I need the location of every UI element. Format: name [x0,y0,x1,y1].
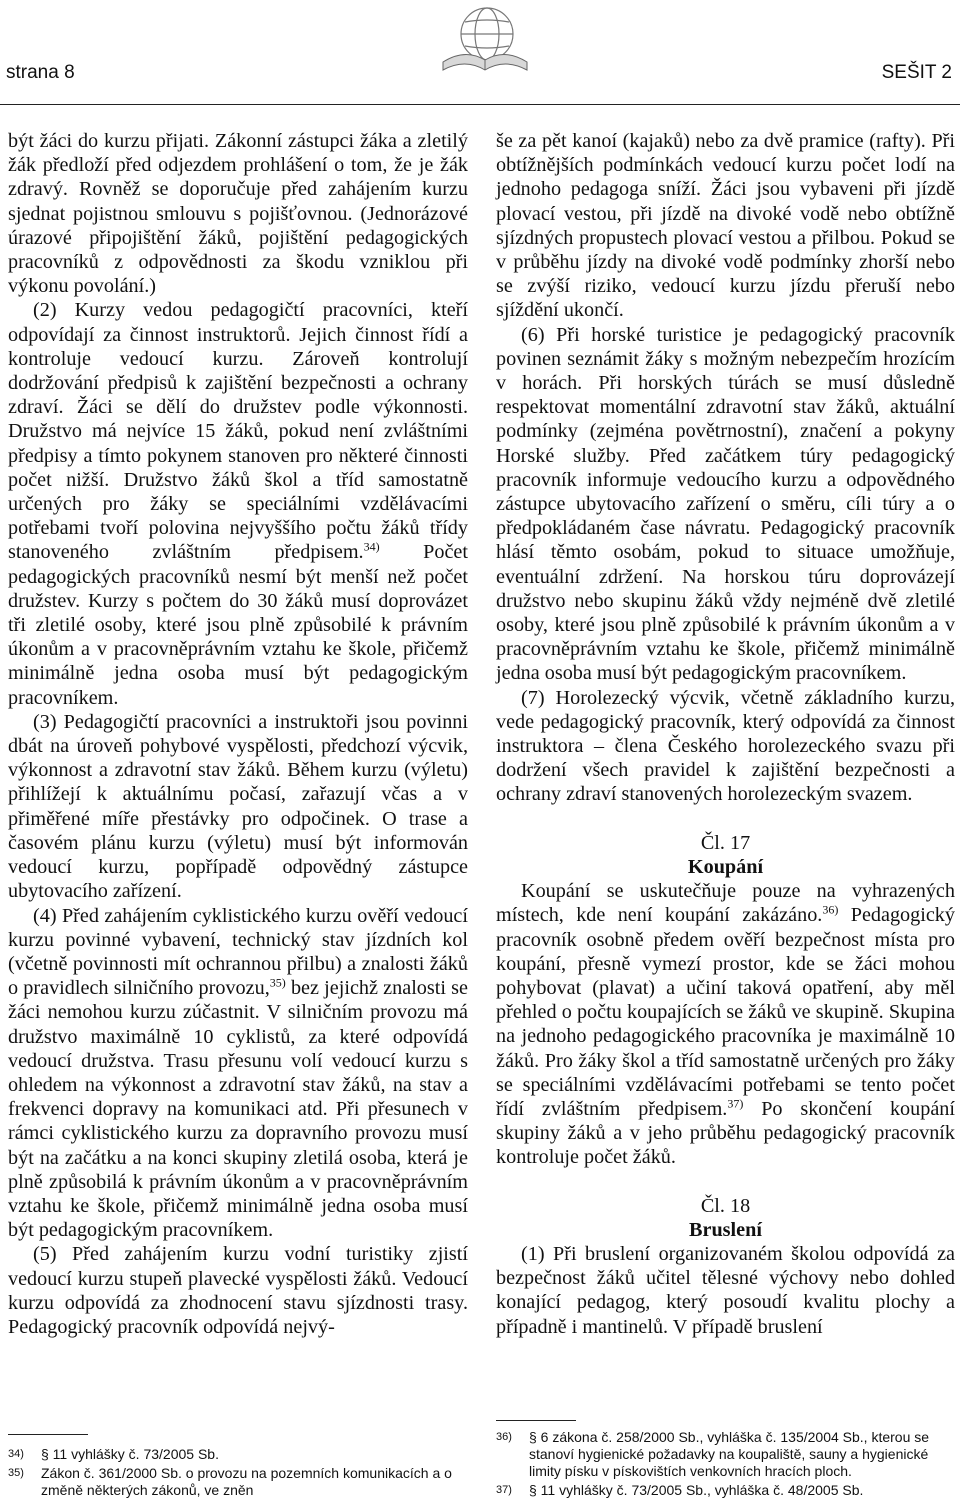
paragraph: (3) Pedagogičtí pracovníci a instruktoři jsou povinni dbát na úroveň pohybové vyspělosti, předchozí výcvik, výkonnost a zdravotní stav žáků. Během kurzu (výletu) přihlížejí k aktuálnímu počasí, zařazují včas a v přiměřené míře přestávky pro odpočinek. O trase a časovém plánu kurzu (výletu) musí být informován vedoucí kurzu, popřípadě odpovědný zástupce ubytovacího zařízení. [8,710,468,903]
footnote-rule [496,1420,576,1421]
article-heading: Koupání [687,855,764,878]
paragraph: (5) Před zahájením kurzu vodní turistiky zjistí vedoucí kurzu stupeň plavecké vyspělosti žáků. Vedoucí kurzu odpovídá za zhodnocení stavu sjízdnosti trasy. Pedagogický pracovník odpovídá nejvý- [8,1243,468,1338]
paragraph [496,879,955,1169]
text: Pedagogický pracovník osobně předem ověří bezpečnost místa pro koupání, přesně vymezí prostor, kde se žáci mohou pohybovat (plavat) a učiní taková opatření, aby měl přehled o počtu koupajících se žáků ve skupině. Skupina na jednoho pedagogického pracovníka je maximálně 10 žáků. Pro žáky škol a tříd samostatně určených pro žáky se speciálními vzdělávacími potřebami se tento počet řídí zvláštním předpisem. [496,904,955,1120]
footnote-number: 34) [8,1448,24,1460]
page-number: strana 8 [6,62,75,83]
paragraph: (6) Při horské turistice je pedagogický pracovník povinen seznámit žáky s možným nebezpečím hrozícím v horách. Při horských túrách se musí důsledně respektovat momentální zdravotní stav žáků, aktuální podmínky (zejména povětrnostní), značení a pokyny Horské služby. Před začátkem túry pedagogický pracovník informuje vedoucího kurzu a odpovědného zástupce ubytovacího zařízení o směru, cíli túry a o předpokládaném čase návratu. Pedagogický pracovník hlásí těmto osobám, pokud to situace umožňuje, eventuální zdržení. Na horskou túru doprovázejí družstvo nebo skupinu žáků vždy nejméně dvě zletilé osoby, které jsou plně způsobilé k právním úkonům a v pracovněprávním vztahu ke škole, přičemž minimálně jedna osoba musí být pedagogickým pracovníkem. [496,323,955,685]
text: Počet pedagogických pracovníků nesmí být menší než počet družstev. Kurzy s počtem do 30 žáků musí doprovázet tři zletilé osoby, které jsou plně způsobilé k právním úkonům a v pracovněprávním vztahu ke škole, přičemž minimálně jedna osoba musí být pedagogickým pracovníkem. [8,541,468,709]
text: (4) Před zahájením cyklistického kurzu ověří vedoucí kurzu povinné vybavení, technický stav jízdních kol (včetně povinnosti mít ochrannou přilbu) a znalosti žáků o pravidlech silničního provozu, [8,904,468,1000]
text: bez jejichž znalosti se žáci nemohou kurzu zúčastnit. V silničním provozu má družstvo maximálně 10 cyklistů, za které odpovídá vedoucí družstva. Trasu přesunu volí vedoucí kurzu s ohledem na výkonnost a zdravotní stav žáků, na stav a frekvenci dopravy na komunikaci atd. Při přesunech v rámci cyklistického kurzu za dopravního provozu musí být na začátku a na konci skupiny zletilá osoba, která je plně způsobilá k právním úkonům a v pracovněprávním vztahu ke škole, přičemž minimálně jedna osoba musí být pedagogickým pracovníkem. [8,977,469,1242]
book-globe-logo [425,4,545,76]
paragraph [8,298,468,709]
header-rule [0,104,960,105]
left-column [8,129,468,1339]
footnote-text: Zákon č. 361/2000 Sb. o provozu na pozemních komunikacích a o změně některých zákonů, ve zněn [41,1465,452,1498]
footnote-text: § 11 vyhlášky č. 73/2005 Sb., vyhláška č. 48/2005 Sb. [529,1482,864,1498]
article-number: Čl. 18 [700,1194,751,1217]
text: Po skončení koupání skupiny žáků a v jeho průběhu pedagogický pracovník kontroluje počet žáků. [496,1097,956,1169]
footnote-text: § 11 vyhlášky č. 73/2005 Sb. [41,1446,219,1462]
footnote-number: 37) [496,1484,512,1496]
paragraph: být žáci do kurzu přijati. Zákonní zástupci žáka a zletilý žák předloží před odjezdem prohlášení o tom, že je žák zdravý. Rovněž se doporučuje před zahájením kurzu sjednat pojistnou smlouvu s pojišťovnou. (Jednorázové úrazové připojištění žáků, pojištění pedagogických pracovníků z odpovědnosti za škodu vzniklou při výkonu povolání.) [8,130,468,298]
paragraph: (7) Horolezecký výcvik, včetně základního kurzu, vede pedagogický pracovník, který odpovídá za činnost instruktora – člena Českého horolezeckého svazu při dodržení všech pravidel k zajištění bezpečnosti a ochrany zdraví stanovených horolezeckým svazem. [496,686,955,806]
footnote-rule [8,1434,88,1435]
paragraph: (1) Při bruslení organizovaném školou odpovídá za bezpečnost žáků učitel tělesné výchovy nebo dohled konající pedagog, který posoudí kvalitu plochy a případně i mantinelů. V případě bruslení [496,1242,955,1338]
footnote-ref: 37) [727,1096,744,1111]
paragraph [8,904,468,1243]
article-number: Čl. 17 [700,831,751,854]
footnote-number: 35) [8,1467,24,1479]
footnote-ref: 34) [363,539,380,554]
footnote-number: 36) [496,1431,512,1443]
article-heading: Bruslení [689,1218,762,1241]
text: (2) Kurzy vedou pedagogičtí pracovníci, kteří odpovídají za činnost instruktorů. Jejich činnost řídí a kontroluje vedoucí kurzu. Zároveň kontrolují dodržování předpisů k zajištění bezpečnosti a ochrany zdraví. Žáci se dělí do družstev podle výkonnosti. Družstvo má nejvíce 15 žáků, pokud není zvláštními předpisy a tímto pokynem stanoven pro některé činnosti počet nižší. Družstvo žáků škol a tříd samostatně určených pro žáky se speciálními vzdělávacími potřebami tvoří polovina nejvyššího počtu žáků třídy stanoveného zvláštním předpisem. [8,299,468,564]
footnote-ref: 35) [269,975,286,990]
text: Koupání se uskutečňuje pouze na vyhrazených místech, kde není koupání zakázáno. [496,880,955,927]
footnote-text: § 6 zákona č. 258/2000 Sb., vyhláška č. 135/2004 Sb., kterou se stanoví hygienické požadavky na koupaliště, sauny a hygienické limity písku v pískovištích venkovních hracích ploch. [529,1429,930,1479]
footnote-ref: 36) [822,902,839,917]
issue-label: SEŠIT 2 [881,62,952,83]
paragraph: še za pět kanoí (kajaků) nebo za dvě pramice (rafty). Při obtížnějších podmínkách vedoucí kurzu počet lodí na jednoho pedagoga sníží. Žáci jsou vybaveni při jízdě plovací vestou, při jízdě na divoké vodě nebo obtížně sjízdných propustech plovací vestou a přilbou. Pokud se v průběhu jízdy na divoké vodě podmínky zhorší nebo se zvýší riziko, vedoucí kurzu jízdu přeruší nebo sjíždění ukončí. [496,130,955,322]
right-column [496,129,955,1339]
